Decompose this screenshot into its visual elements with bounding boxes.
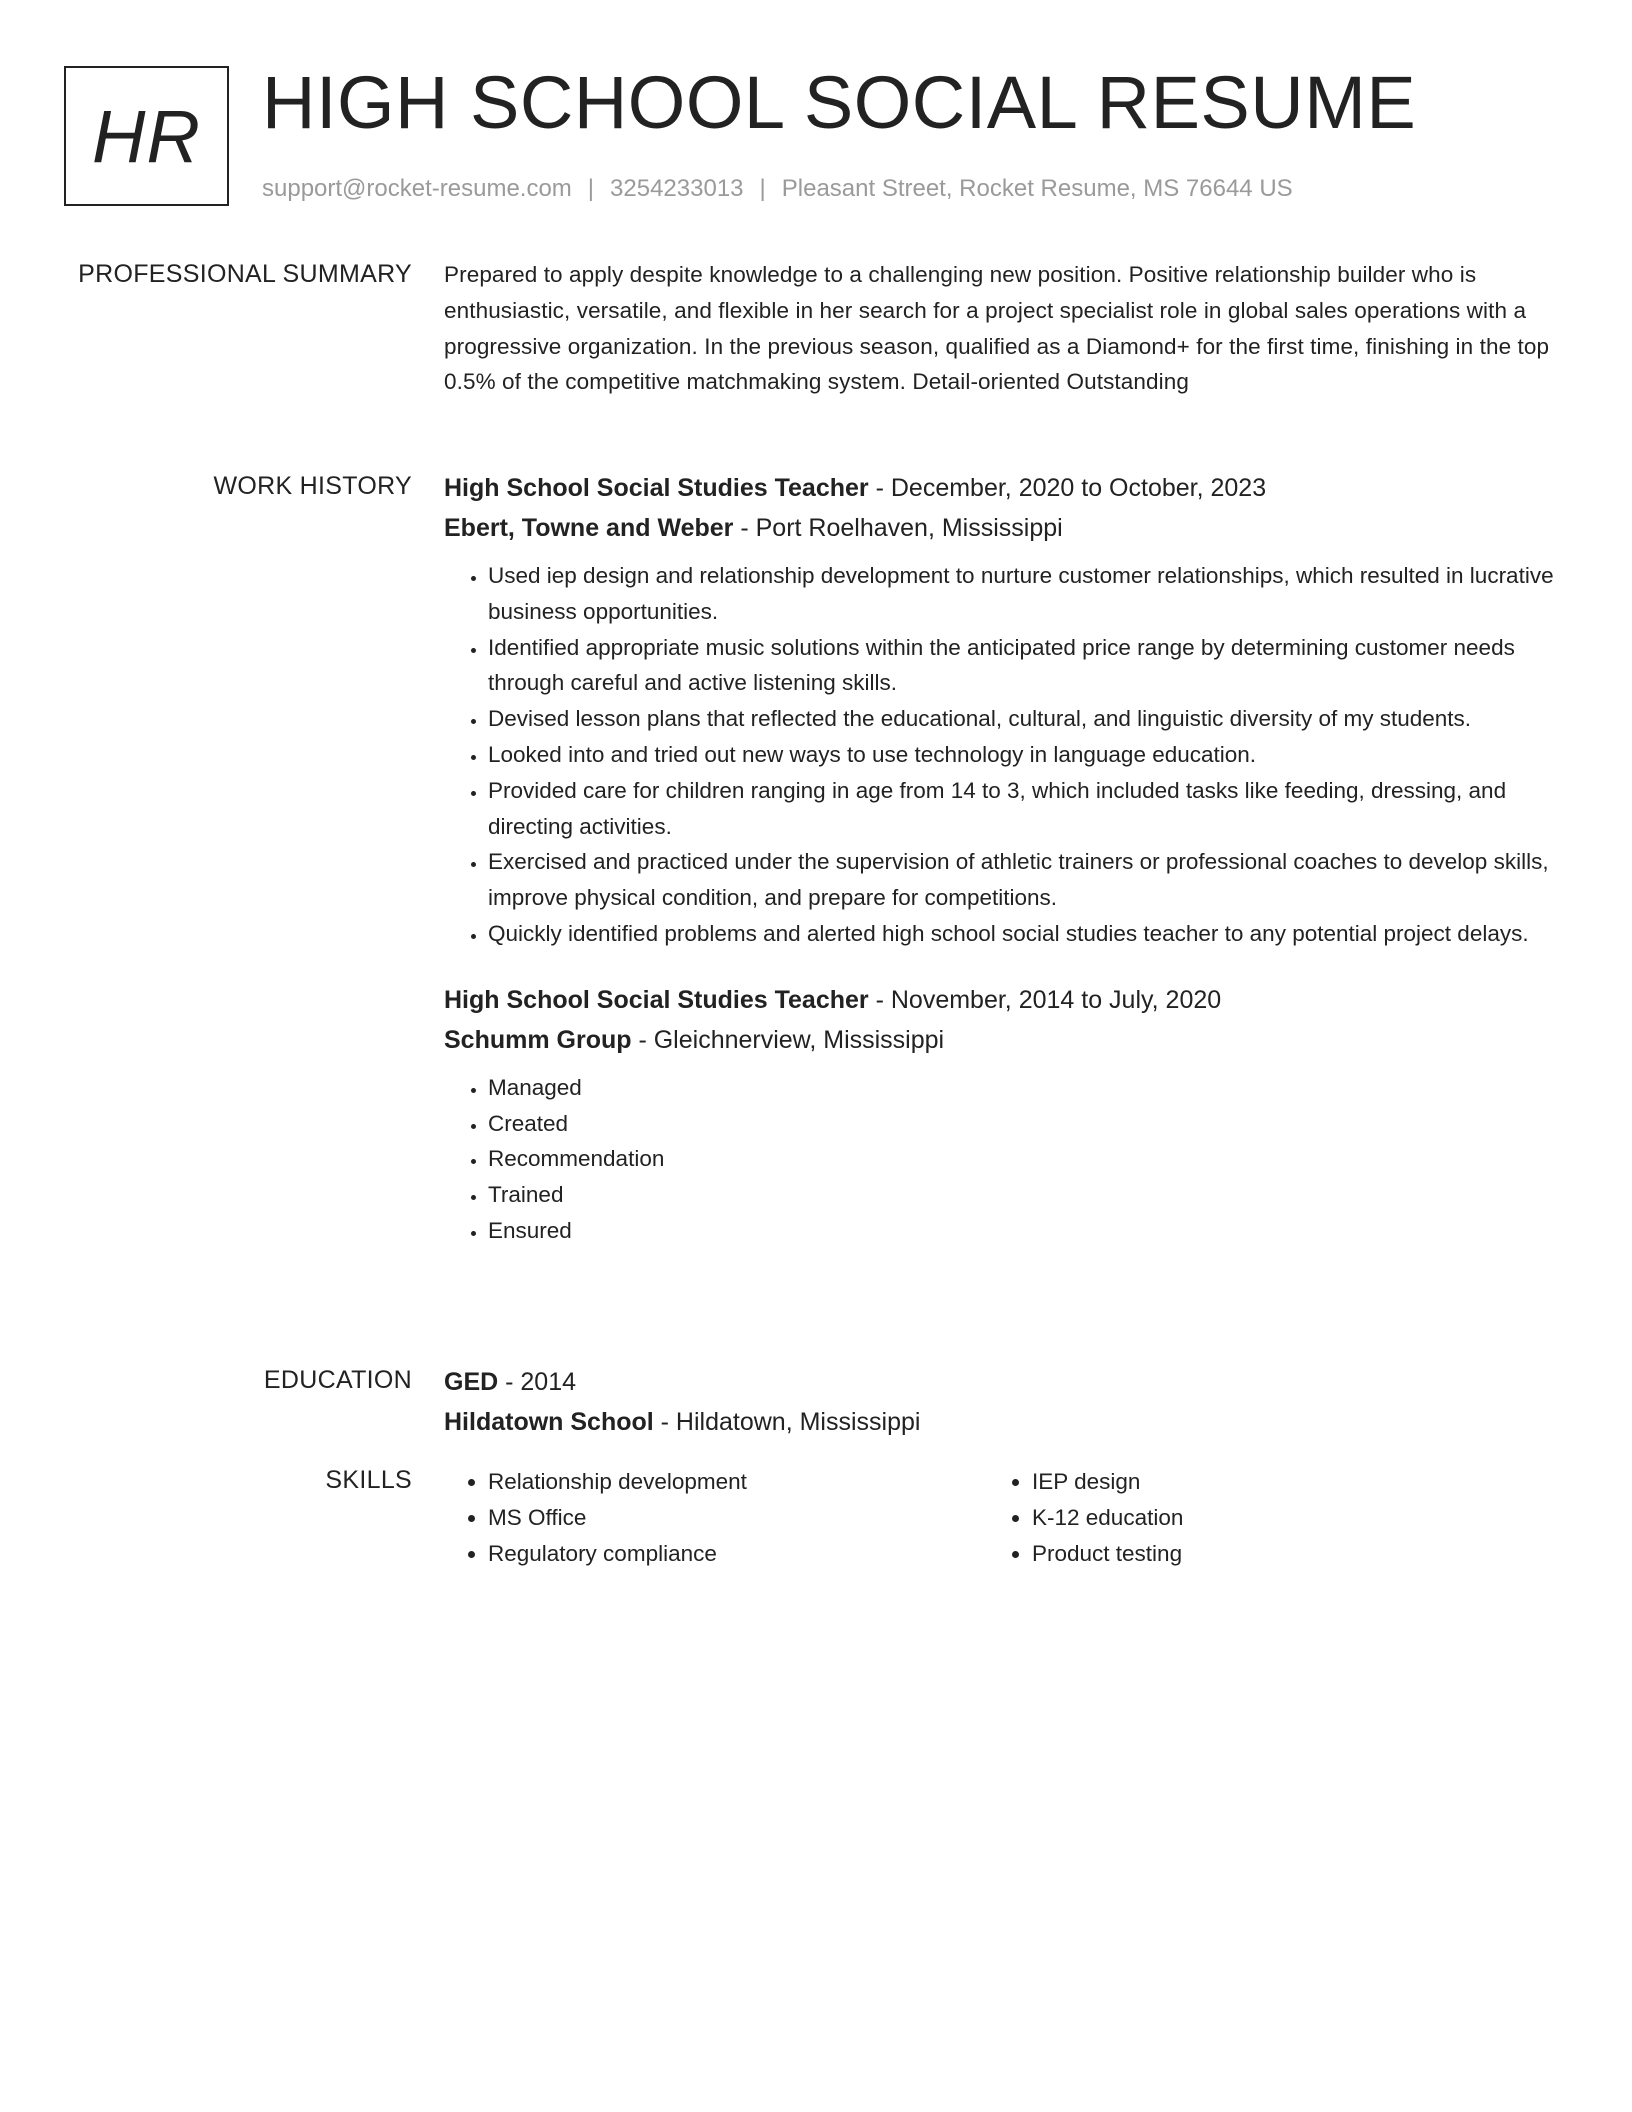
job-bullet: • Provided care for children ranging in age from 14 to 3, which included tasks like feeding, dressing, and directing activities. bbox=[488, 773, 1560, 845]
skill-item: • Relationship development bbox=[488, 1464, 988, 1500]
section-title-work-history: WORK HISTORY bbox=[213, 472, 412, 500]
job-bullet: • Trained bbox=[488, 1177, 1560, 1213]
skill-item: • Regulatory compliance bbox=[488, 1536, 988, 1572]
skills-body bbox=[444, 1464, 1560, 1571]
job-dates: - December, 2020 to October, 2023 bbox=[868, 474, 1267, 502]
job-bullet: • Exercised and practiced under the supervision of athletic trainers or professional coaches to develop skills, improve physical condition, and prepare for competitions. bbox=[488, 844, 1560, 916]
job-company-line bbox=[444, 1020, 1560, 1060]
job-company: Ebert, Towne and Weber bbox=[444, 514, 734, 542]
section-title-summary: PROFESSIONAL SUMMARY bbox=[78, 260, 412, 288]
skill-item: • Product testing bbox=[1032, 1536, 1532, 1572]
job-company: Schumm Group bbox=[444, 1025, 632, 1054]
job-entry bbox=[444, 980, 1560, 1249]
job-bullet-list bbox=[444, 558, 1560, 952]
job-bullet-list bbox=[444, 1070, 1560, 1249]
monogram-initials: HR bbox=[92, 94, 201, 178]
education-location: - Hildatown, Mississippi bbox=[653, 1408, 921, 1436]
education-school-line bbox=[444, 1402, 1560, 1442]
contact-separator: | bbox=[587, 175, 595, 202]
job-role-line bbox=[444, 468, 1560, 508]
contact-phone: 3254233013 bbox=[610, 175, 744, 202]
contact-separator: | bbox=[759, 175, 766, 202]
job-entry bbox=[444, 468, 1560, 952]
skills-column-right bbox=[988, 1464, 1532, 1571]
skill-item: • IEP design bbox=[1032, 1464, 1532, 1500]
job-bullet: • Used iep design and relationship development to nurture customer relationships, which resulted in lucrative business opportunities. bbox=[488, 558, 1560, 630]
education-school: Hildatown School bbox=[444, 1408, 654, 1436]
education-degree: GED bbox=[444, 1368, 499, 1396]
skill-item: • K-12 education bbox=[1032, 1500, 1532, 1536]
job-bullet: • Devised lesson plans that reflected the educational, cultural, and linguistic diversity of my students. bbox=[488, 701, 1560, 737]
job-bullet: • Managed bbox=[488, 1070, 1560, 1106]
job-role: High School Social Studies Teacher bbox=[444, 474, 869, 502]
job-location: - Gleichnerview, Mississippi bbox=[631, 1025, 945, 1054]
contact-email: support@rocket-resume.com bbox=[262, 175, 572, 202]
job-role: High School Social Studies Teacher bbox=[444, 985, 869, 1014]
resume-title: HIGH SCHOOL SOCIAL RESUME bbox=[262, 61, 1417, 144]
job-bullet: • Created bbox=[488, 1106, 1560, 1142]
skills-grid bbox=[444, 1464, 1560, 1571]
work-history-body bbox=[444, 468, 1560, 1249]
monogram-badge bbox=[64, 66, 229, 206]
summary-body bbox=[444, 257, 1560, 400]
section-title-education: EDUCATION bbox=[263, 1366, 412, 1394]
job-bullet: • Ensured bbox=[488, 1213, 1560, 1249]
skills-column-left bbox=[444, 1464, 988, 1571]
job-bullet: • Recommendation bbox=[488, 1141, 1560, 1177]
contact-address: Pleasant Street, Rocket Resume, MS 76644 US bbox=[781, 175, 1293, 202]
job-role-line bbox=[444, 980, 1560, 1020]
section-title-skills: SKILLS bbox=[325, 1466, 412, 1494]
education-body bbox=[444, 1362, 1560, 1442]
job-bullet: • Quickly identified problems and alerted high school social studies teacher to any potential project delays. bbox=[488, 916, 1560, 952]
skill-item: • MS Office bbox=[488, 1500, 988, 1536]
contact-line bbox=[262, 172, 1293, 206]
job-dates: - November, 2014 to July, 2020 bbox=[868, 985, 1222, 1014]
job-bullet: • Identified appropriate music solutions within the anticipated price range by determining customer needs through careful and active listening skills. bbox=[488, 630, 1560, 702]
education-degree-line bbox=[444, 1362, 1560, 1402]
job-location: - Port Roelhaven, Mississippi bbox=[733, 514, 1063, 542]
summary-text: Prepared to apply despite knowledge to a challenging new position. Positive relationship builder who is enthusiastic, versatile, and flexible in her search for a project specialist role in global sales operations with a progressive organization. In the previous season, qualified as a Diamond+ for the first time, finishing in the top 0.5% of the competitive matchmaking system. Detail-oriented Outstanding bbox=[444, 262, 1550, 395]
job-bullet: • Looked into and tried out new ways to use technology in language education. bbox=[488, 737, 1560, 773]
job-company-line bbox=[444, 508, 1560, 548]
education-year: - 2014 bbox=[498, 1368, 577, 1396]
